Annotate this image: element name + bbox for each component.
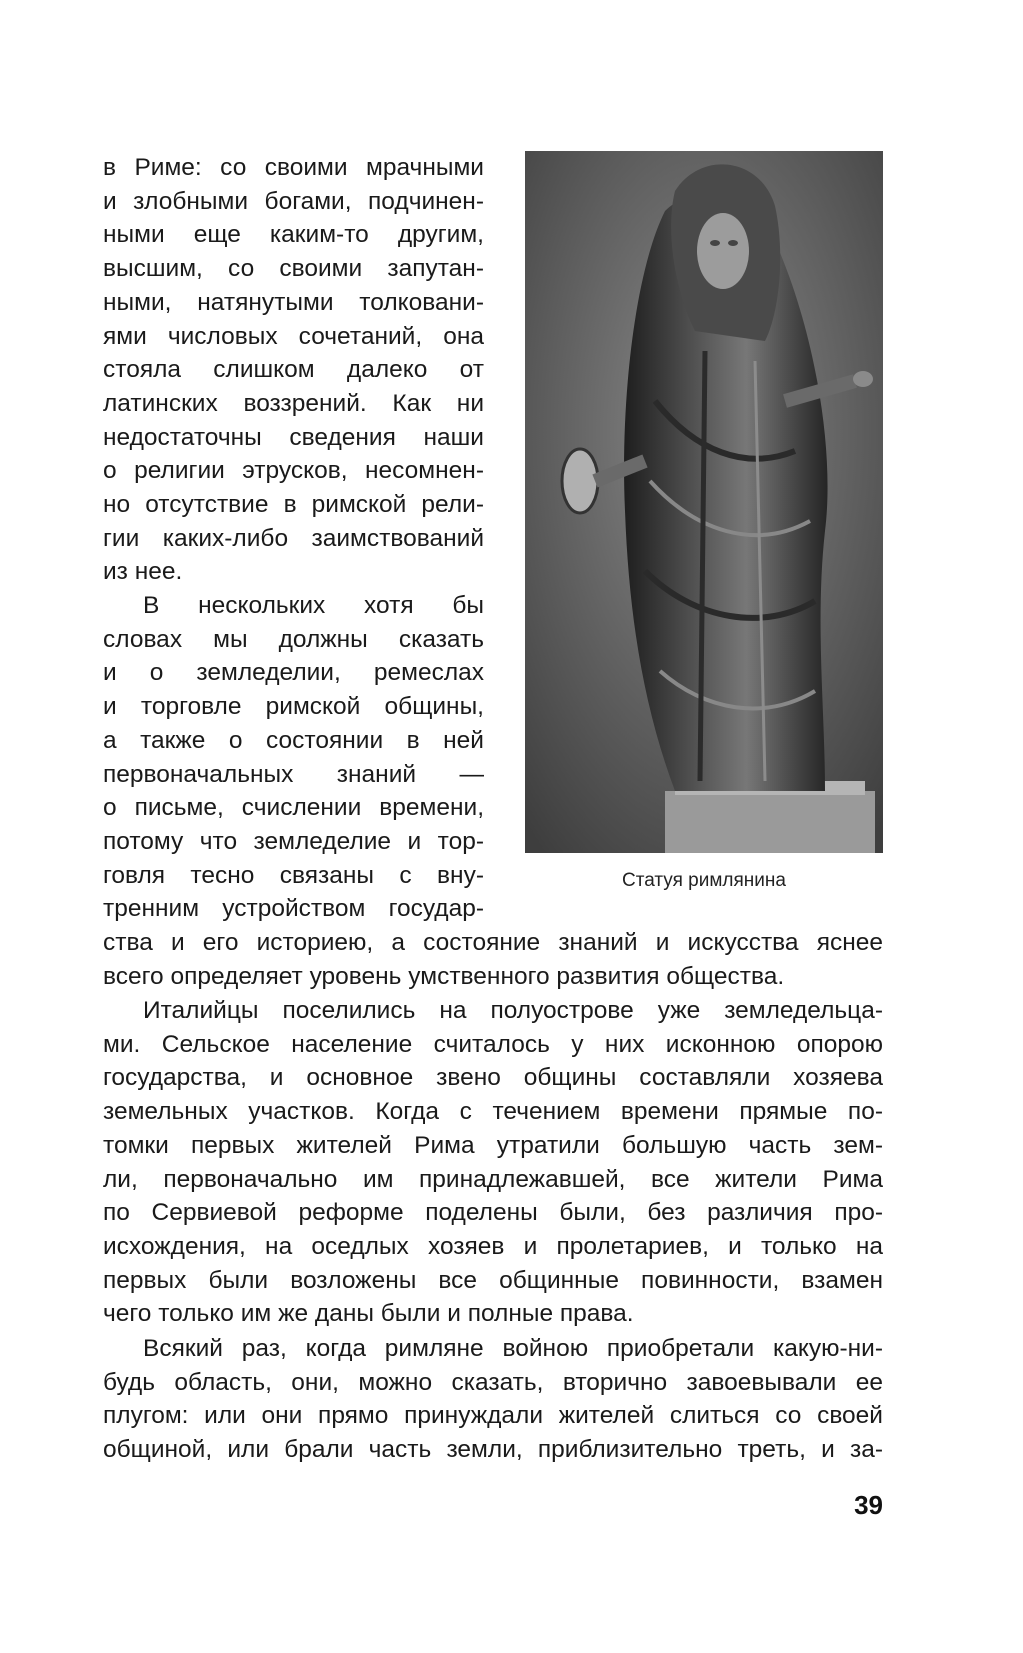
text-line: потому что земледелие и тор- xyxy=(103,827,484,855)
text-line: ства и его историею, а состояние знаний и искусства яснее xyxy=(103,929,883,956)
page-number: 39 xyxy=(854,1490,883,1520)
text-line: будь область, они, можно сказать, вторично завоевывали ее xyxy=(103,1368,883,1396)
text-line: Италийцы поселились на полуострове уже земледельца- xyxy=(143,997,883,1024)
text-line: стояла слишком далеко от xyxy=(103,356,484,384)
text-line: земельных участков. Когда с течением времени прямые по- xyxy=(103,1098,883,1126)
text-line: гии каких-либо заимствований xyxy=(103,524,484,552)
text-line: но отсутствие в римской рели- xyxy=(103,491,484,518)
text-line: о религии этрусков, несомнен- xyxy=(103,457,484,485)
text-line: исхождения, на оседлых хозяев и пролетариев, и только на xyxy=(103,1232,883,1260)
text-line: ли, первоначально им принадлежавшей, все жители Рима xyxy=(103,1165,883,1193)
text-line: первоначальных знаний — xyxy=(103,760,484,788)
text-line: всего определяет уровень умственного развития общества. xyxy=(103,962,785,990)
text-line: ями числовых сочетаний, она xyxy=(103,322,484,350)
text-line: томки первых жителей Рима утратили большую часть зем- xyxy=(103,1131,883,1159)
text-line: чего только им же даны были и полные права. xyxy=(103,1300,634,1328)
text-line: и злобными богами, подчинен- xyxy=(103,187,484,215)
text-line: ными еще каким-то другим, xyxy=(103,221,484,249)
statue-figure xyxy=(525,151,883,853)
text-line: ми. Сельское население считалось у них исконною опорою xyxy=(103,1030,883,1058)
text-line: высшим, со своими запутан- xyxy=(103,255,484,283)
text-line: государства, и основное звено общины составляли хозяева xyxy=(103,1064,883,1092)
text-line: первых были возложены все общинные повинности, взамен xyxy=(103,1266,883,1294)
text-line: в Риме: со своими мрачными xyxy=(103,154,484,181)
text-line: и о земледелии, ремеслах xyxy=(103,659,484,687)
text-line: о письме, счислении времени, xyxy=(103,794,484,822)
text-line: тренним устройством государ- xyxy=(103,895,484,923)
text-line: недостаточны сведения наши xyxy=(103,423,484,451)
text-line: и торговле римской общины, xyxy=(103,693,484,721)
text-line: В нескольких хотя бы xyxy=(143,592,484,619)
text-line: а также о состоянии в ней xyxy=(103,726,484,754)
text-line: ными, натянутыми толковани- xyxy=(103,288,484,316)
text-line: по Сервиевой реформе поделены были, без различия про- xyxy=(103,1199,883,1227)
statue-photo-icon xyxy=(525,151,883,853)
text-line: словах мы должны сказать xyxy=(103,625,484,653)
text-line: из нее. xyxy=(103,558,183,586)
text-line: общиной, или брали часть земли, приблизительно треть, и за- xyxy=(103,1436,883,1464)
text-line: Всякий раз, когда римляне войною приобретали какую-ни- xyxy=(143,1335,883,1362)
text-line: латинских воззрений. Как ни xyxy=(103,389,484,417)
figure-caption: Статуя римлянина xyxy=(622,870,786,891)
text-line: плугом: или они прямо принуждали жителей слиться со своей xyxy=(103,1402,883,1430)
text-line: говля тесно связаны с вну- xyxy=(103,861,484,889)
